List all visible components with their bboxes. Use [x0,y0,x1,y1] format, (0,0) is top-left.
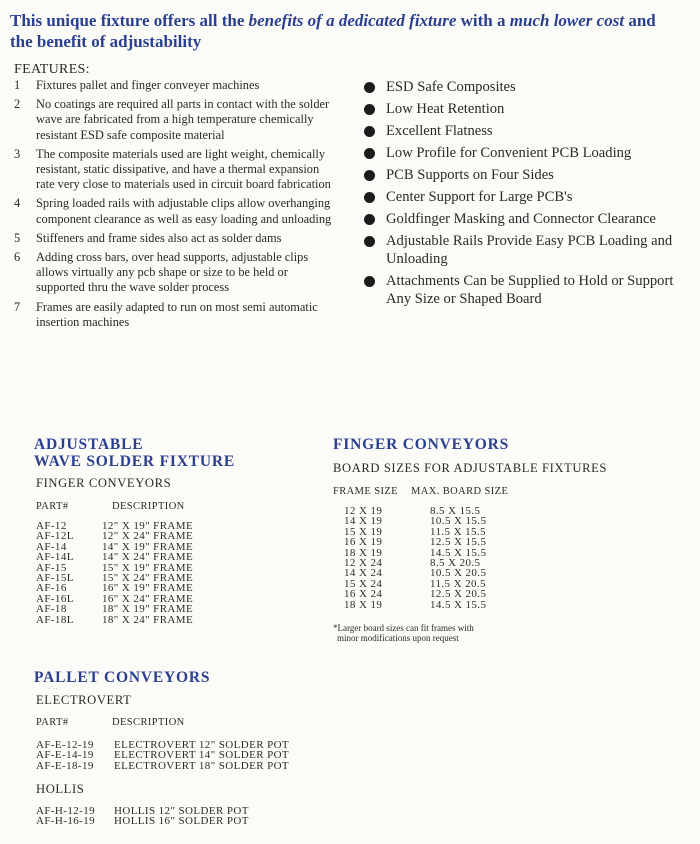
feature-item [14,97,334,143]
table-row [36,761,289,771]
board-cell: 14.5 X 15.5 [430,546,487,559]
intro-part-3: with a [456,11,510,30]
pallet-col-part: PART# [36,717,69,728]
feature-text: Stiffeners and frame sides also act as solder dams [36,230,282,245]
benefit-text: PCB Supports on Four Sides [386,167,554,183]
bullet-icon [364,236,375,247]
part-cell: AF-E-12-19 [36,739,94,751]
frame-cell: 18 X 19 [344,598,383,611]
bullet-icon [364,276,375,287]
feature-number: 5 [14,230,21,245]
desc-cell: 18" X 24" FRAME [102,613,194,626]
board-cell: 11.5 X 15.5 [430,525,486,538]
feature-item [14,231,334,246]
finger-table [344,506,486,610]
bullet-icon [364,126,375,137]
frame-cell: 18 X 19 [344,546,383,559]
benefit-item [364,100,694,118]
part-cell: AF-H-16-19 [36,815,95,828]
intro-headline [10,10,680,52]
feature-text: Fixtures pallet and finger conveyer machines [36,78,260,92]
benefits-list [364,78,694,312]
benefit-item [364,232,694,268]
feature-number: 3 [14,146,21,161]
frame-cell: 14 X 19 [344,515,383,528]
part-cell: AF-15 [36,561,67,574]
adjustable-title-line-2: WAVE SOLDER FIXTURE [34,453,235,470]
finger-title: FINGER CONVEYORS [333,436,509,453]
feature-item [14,300,334,330]
footnote-line-1: *Larger board sizes can fit frames with [333,623,474,633]
frame-cell: 16 X 19 [344,536,383,549]
bullet-icon [364,214,375,225]
feature-item [14,78,334,93]
frame-cell: 14 X 24 [344,567,383,580]
adjustable-table [36,521,193,625]
frame-cell: 16 X 24 [344,588,383,601]
table-row [344,600,486,610]
feature-text: The composite materials used are light weight, chemically resistant, static dissipative, and have a thermal expansion rate very close to materials used in circuit board fabrication [36,146,331,192]
table-row [36,816,249,826]
feature-number: 4 [14,196,21,211]
table-row [36,615,193,625]
hollis-table [36,806,249,827]
benefit-item [364,78,694,96]
part-cell: AF-18 [36,603,67,616]
features-list [14,78,334,334]
board-cell: 8.5 X 20.5 [430,557,481,570]
benefit-text: Attachments Can be Supplied to Hold or Support Any Size or Shaped Board [386,273,674,307]
board-cell: 11.5 X 20.5 [430,577,486,590]
benefit-item [364,122,694,140]
benefit-item [364,188,694,206]
electrovert-table [36,740,289,771]
benefit-text: Low Heat Retention [386,101,505,117]
desc-cell: ELECTROVERT 14" SOLDER POT [114,749,290,762]
board-cell: 8.5 X 15.5 [430,505,481,517]
intro-part-2: benefits of a dedicated fixture [248,11,457,30]
footnote-line-2: minor modifications upon request [337,633,459,643]
feature-item [14,196,334,226]
part-cell: AF-14L [36,551,74,564]
benefit-item [364,210,694,228]
part-cell: AF-15L [36,572,74,585]
adjustable-col-part: PART# [36,501,69,512]
frame-cell: 12 X 24 [344,557,383,570]
board-cell: 10.5 X 20.5 [430,567,487,580]
feature-number: 7 [14,299,21,314]
feature-number: 1 [14,78,21,92]
adjustable-subtitle: FINGER CONVEYORS [36,476,172,490]
part-cell: AF-16 [36,582,67,595]
part-cell: AF-12 [36,520,67,532]
adjustable-col-desc: DESCRIPTION [112,501,185,512]
desc-cell: 15" X 24" FRAME [102,572,194,585]
part-cell: AF-E-14-19 [36,749,94,762]
bullet-icon [364,170,375,181]
finger-subtitle: BOARD SIZES FOR ADJUSTABLE FIXTURES [333,461,607,475]
board-cell: 12.5 X 20.5 [430,588,487,601]
feature-number: 2 [14,97,21,112]
pallet-col-desc: DESCRIPTION [112,717,185,728]
electrovert-subtitle: ELECTROVERT [36,693,132,707]
desc-cell: ELECTROVERT 12" SOLDER POT [114,739,290,751]
benefit-text: Adjustable Rails Provide Easy PCB Loading and Unloading [386,233,673,267]
desc-cell: 16" X 19" FRAME [102,582,194,595]
feature-number: 6 [14,250,21,265]
part-cell: AF-E-18-19 [36,759,94,772]
adjustable-title [34,436,235,470]
desc-cell: HOLLIS 16" SOLDER POT [114,815,249,828]
frame-cell: 15 X 24 [344,577,383,590]
board-cell: 12.5 X 15.5 [430,536,487,549]
bullet-icon [364,82,375,93]
desc-cell: 12" X 24" FRAME [102,530,194,543]
desc-cell: 18" X 19" FRAME [102,603,194,616]
intro-part-4: much lower cost [509,11,625,30]
board-cell: 10.5 X 15.5 [430,515,487,528]
feature-text: No coatings are required all parts in contact with the solder wave are fabricated from a high temperature chemically resistant ESD safe composite material [36,97,330,142]
benefit-item [364,144,694,162]
pallet-title: PALLET CONVEYORS [34,669,211,686]
benefit-text: ESD Safe Composites [386,79,516,95]
bullet-icon [364,148,375,159]
part-cell: AF-16L [36,592,74,605]
desc-cell: HOLLIS 12" SOLDER POT [114,805,249,817]
desc-cell: 16" X 24" FRAME [102,592,194,605]
finger-col-board: MAX. BOARD SIZE [411,486,509,497]
desc-cell: 14" X 19" FRAME [102,540,194,553]
feature-text: Spring loaded rails with adjustable clips allow overhanging component clearance as well as easy loading and unloading [36,196,332,226]
finger-col-frame: FRAME SIZE [333,486,398,497]
finger-footnote [333,623,474,643]
scan-smudge: ·´·· [48,685,58,693]
feature-item [14,147,334,193]
intro-part-1: This unique fixture offers all the [10,11,249,30]
desc-cell: 14" X 24" FRAME [102,551,194,564]
bullet-icon [364,104,375,115]
feature-text: Adding cross bars, over head supports, adjustable clips allows virtually any pcb shape or size to be held or supported thru the wave solder process [36,250,309,295]
frame-cell: 12 X 19 [344,505,383,517]
hollis-subtitle: HOLLIS [36,782,85,796]
desc-cell: 12" X 19" FRAME [102,520,194,532]
bullet-icon [364,192,375,203]
board-cell: 14.5 X 15.5 [430,598,487,611]
benefit-text: Goldfinger Masking and Connector Clearance [386,211,656,227]
feature-item [14,250,334,296]
feature-text: Frames are easily adapted to run on most semi automatic insertion machines [36,299,318,329]
part-cell: AF-12L [36,530,74,543]
benefit-item [364,272,694,308]
benefit-text: Center Support for Large PCB's [386,189,573,205]
benefit-text: Excellent Flatness [386,123,493,139]
frame-cell: 15 X 19 [344,525,383,538]
part-cell: AF-H-12-19 [36,805,95,817]
features-title: FEATURES: [14,62,90,77]
part-cell: AF-18L [36,613,74,626]
benefit-text: Low Profile for Convenient PCB Loading [386,145,632,161]
adjustable-title-line-1: ADJUSTABLE [34,436,144,453]
benefit-item [364,166,694,184]
part-cell: AF-14 [36,540,67,553]
intro-part-5: and the benefit of adjustability [10,11,656,51]
desc-cell: ELECTROVERT 18" SOLDER POT [114,759,290,772]
desc-cell: 15" X 19" FRAME [102,561,194,574]
